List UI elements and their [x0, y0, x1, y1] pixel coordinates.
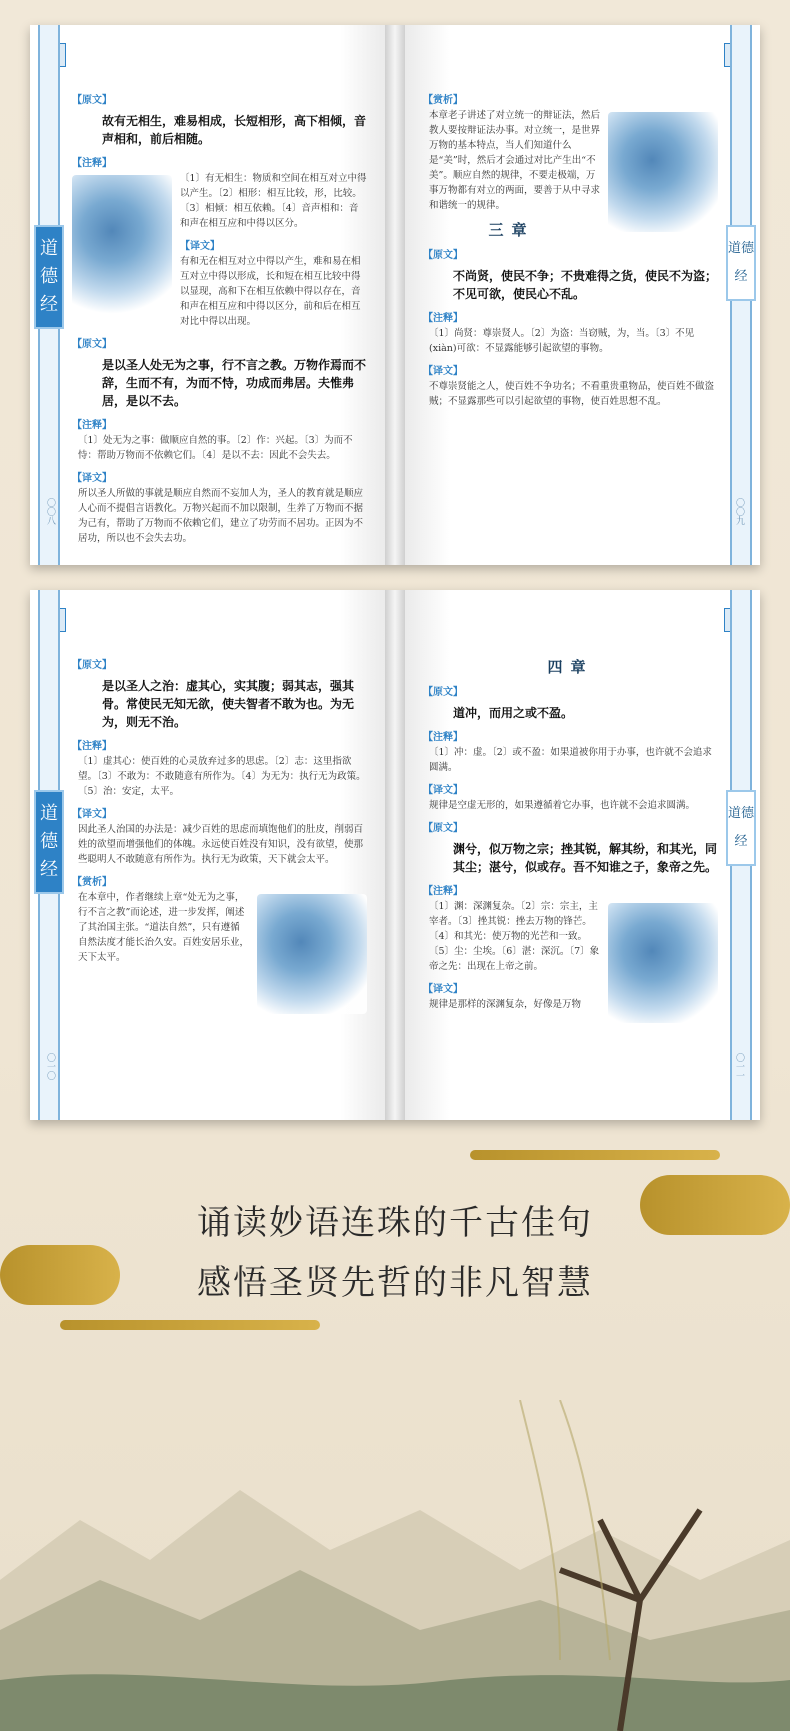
annotation-text: 规律是空虚无形的，如果遵循着它办事，也许就不会追求圆满。 [429, 800, 696, 811]
original-text: 是以圣人之治：虚其心，实其腹；弱其志，强其骨。常使民无知无欲，使夫智者不敢为也。为无为，则无不治。 [102, 679, 355, 729]
page-content [72, 650, 367, 1018]
annotation-text: 规律是那样的深渊复杂，好像是万物 [429, 999, 582, 1010]
annotation-text: 〔1〕虚其心：使百姓的心灵放弃过多的思虑。〔2〕志：这里指欲望。〔3〕不敢为：不敢随意有所作为。〔4〕为无为：执行无为政策。〔5〕治：安定，太平。 [78, 756, 366, 797]
section-heading: 【注释】 [423, 732, 463, 743]
book-spine [385, 25, 405, 565]
original-text: 故有无相生，难易相成，长短相形，高下相倾，音声相和，前后相随。 [102, 114, 367, 146]
chapter-title: 三章 [488, 221, 535, 239]
original-text: 是以圣人处无为之事，行不言之教。万物作焉而不辞，生而不有，为而不恃，功成而弗居。夫惟弗居，是以不去。 [102, 358, 367, 408]
section-heading: 【译文】 [72, 473, 112, 484]
section-heading: 【原文】 [423, 250, 463, 261]
page-content [423, 650, 718, 1027]
auspicious-cloud-icon [60, 1320, 320, 1330]
section-heading: 【原文】 [72, 339, 112, 350]
annotation-text: 在本章中，作者继续上章“处无为之事，行不言之教”而论述，进一步发挥，阐述了其治国主张。“道法自然”，只有遵循自然法度才能长治久安。百姓安居乐业，天下太平。 [78, 892, 250, 963]
ink-painting-illustration [257, 894, 367, 1014]
annotation-text: 〔1〕冲：虚。〔2〕或不盈：如果道被你用于办事，也许就不会追求圆满。 [429, 747, 712, 773]
book-spine [385, 590, 405, 1120]
book-spread-1 [30, 25, 760, 565]
page-number: 〇〇九 [734, 498, 744, 525]
section-heading: 【原文】 [423, 823, 463, 834]
original-text: 渊兮，似万物之宗；挫其锐，解其纷，和其光，同其尘；湛兮，似或存。吾不知谁之子，象帝之先。 [453, 842, 718, 874]
page-number: 〇一一 [734, 1053, 744, 1080]
side-title: 道德经 [726, 790, 756, 866]
section-heading: 【原文】 [423, 687, 463, 698]
annotation-text: 〔1〕渊：深渊复杂。〔2〕宗：宗主，主宰者。〔3〕挫其锐：挫去万物的锋芒。〔4〕和其光：使万物的光芒和一致。〔5〕尘：尘埃。〔6〕湛：深沉。〔7〕象帝之先：出现在上帝之前。 [429, 901, 600, 972]
side-title: 道德经 [34, 790, 64, 894]
section-heading: 【赏析】 [423, 95, 463, 106]
side-title: 道德经 [726, 225, 756, 301]
section-heading: 【译文】 [423, 984, 463, 995]
page-left [30, 590, 395, 1120]
annotation-text: 本章老子讲述了对立统一的辩证法，然后教人要按辩证法办事。对立统一，是世界万物的基本特点，当人们知道什么是“美”时，然后才会通过对比产生出“不美”。顺应自然的规律，不要走极端，万事万物都有对立的两面，要善于从中寻求和谐统一的规律。 [429, 110, 601, 211]
annotation-text: 不尊崇贤能之人，使百姓不争功名；不看重贵重物品，使百姓不做盗贼；不显露那些可以引起欲望的事物，使百姓思想不乱。 [429, 381, 715, 407]
slogan-line-2: 感悟圣贤先哲的非凡智慧 [197, 1263, 593, 1303]
side-title: 道德经 [34, 225, 64, 329]
slogan-line-1: 诵读妙语连珠的千古佳句 [197, 1203, 593, 1243]
section-heading: 【原文】 [72, 95, 112, 106]
annotation-text: 〔1〕有无相生：物质和空间在相互对立中得以产生。〔2〕相形：相互比较，形，比较。〔3〕相倾：相互依赖。〔4〕音声相和：音和声在相互应和中得以区分。 [180, 173, 367, 229]
book-spread-2 [30, 590, 760, 1120]
page-content [423, 85, 718, 409]
section-heading: 【译文】 [72, 809, 112, 820]
page-right [395, 590, 760, 1120]
section-heading: 【注释】 [423, 886, 463, 897]
ink-painting-illustration [608, 903, 718, 1023]
section-heading: 【译文】 [180, 241, 220, 252]
auspicious-cloud-icon [470, 1150, 720, 1160]
page-number: 〇一〇 [45, 1053, 55, 1080]
section-heading: 【注释】 [423, 313, 463, 324]
annotation-text: 因此圣人治国的办法是：减少百姓的思虑而填饱他们的肚皮，削弱百姓的欲望而增强他们的体魄。永远使百姓没有知识，没有欲望，使那些聪明人不敢随意有所作为。执行无为政策，天下就会太平。 [78, 824, 364, 865]
section-heading: 【注释】 [72, 741, 112, 752]
annotation-text: 〔1〕处无为之事：做顺应自然的事。〔2〕作：兴起。〔3〕为而不恃：帮助万物而不依赖它们。〔4〕是以不去：因此不会失去。 [78, 435, 353, 461]
section-heading: 【注释】 [72, 420, 112, 431]
section-heading: 【原文】 [72, 660, 112, 671]
landscape-painting [0, 1400, 790, 1731]
ink-painting-illustration [72, 175, 172, 315]
annotation-text: 〔1〕尚贤：尊崇贤人。〔2〕为盗：当窃贼，为，当。〔3〕不见(xiàn)可欲：不显露能够引起欲望的事物。 [429, 328, 695, 354]
page-number: 〇〇八 [45, 498, 55, 525]
original-text: 道冲，而用之或不盈。 [453, 706, 574, 720]
section-heading: 【译文】 [423, 366, 463, 377]
section-heading: 【注释】 [72, 158, 112, 169]
page-content [72, 85, 367, 546]
page-right [395, 25, 760, 565]
section-heading: 【译文】 [423, 785, 463, 796]
page-left [30, 25, 395, 565]
chapter-title: 四章 [547, 658, 594, 676]
original-text: 不尚贤，使民不争；不贵难得之货，使民不为盗；不见可欲，使民心不乱。 [453, 269, 718, 301]
ink-painting-illustration [608, 112, 718, 232]
section-heading: 【赏析】 [72, 877, 112, 888]
annotation-text: 有和无在相互对立中得以产生，难和易在相互对立中得以形成，长和短在相互比较中得以显现，高和下在相互依赖中得以存在，音和声在相互应和中得以区分，前和后在相互对比中得以出现。 [180, 256, 361, 327]
annotation-text: 所以圣人所做的事就是顺应自然而不妄加人为，圣人的教育就是顺应人心而不提倡言语教化。万物兴起而不加以限制，生养了万物而不据为己有，帮助了万物而不依赖它们，建立了功劳而不居功。正因为不居功，所以也不会失去功。 [78, 488, 364, 544]
